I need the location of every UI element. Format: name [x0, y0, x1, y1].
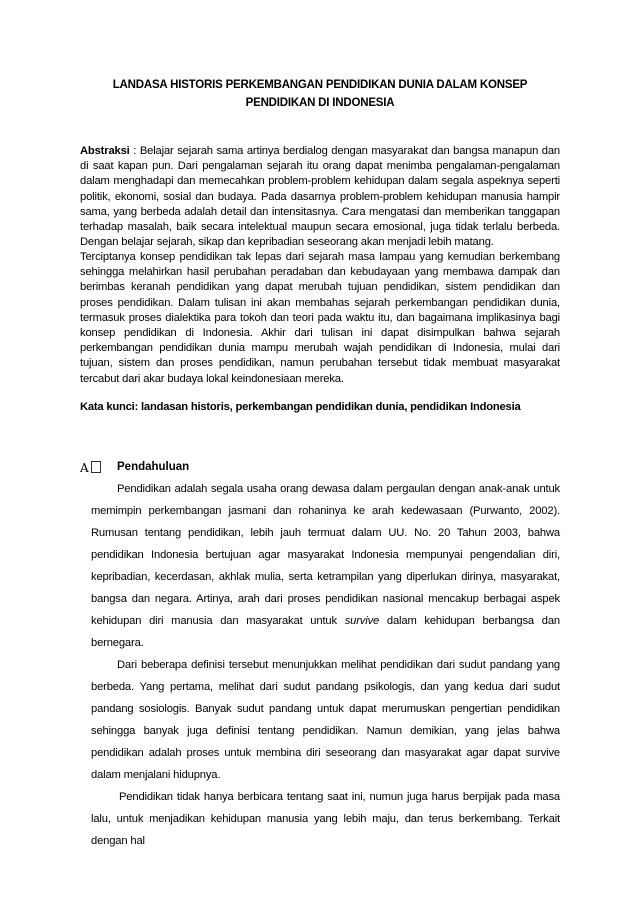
keywords: Kata kunci: landasan historis, perkembangan pendidikan dunia, pendidikan Indonesia: [80, 401, 521, 413]
body-paragraph-1: [91, 478, 560, 654]
body-paragraph-3: Pendidikan tidak hanya berbicara tentang saat ini, numun juga harus berpijak pada masa lalu, untuk menjadikan kehidupan manusia yang lebih maju, dan terus berkembang. Terkait dengan hal: [91, 791, 560, 847]
missing-glyph-icon: [91, 461, 101, 473]
body-paragraph-1-text: Pendidikan adalah segala usaha orang dewasa dalam pergaulan dengan anak-anak untuk memimpin perkembangan jasmani dan rohaninya ke arah kedewasaan (Purwanto, 2002). Rumusan tentang pendidikan, lebih jauh termuat dalam UU. No. 20 Tahun 2003, bahwa pendidikan Indonesia bertujuan agar masyarakat Indonesia mempunyai pengendalian diri, kepribadian, kecerdasan, akhlak mulia, serta ketrampilan yang diperlukan dirinya, masyarakat, bangsa dan negara. Artinya, arah dari proses pendidikan nasional mencakup berbagai aspek kehidupan diri manusia dan masyarakat untuk: [91, 483, 560, 627]
abstract-text-1: : Belajar sejarah sama artinya berdialog dengan masyarakat dan bangsa manapun dan di saat kapan pun. Dari pengalaman sejarah itu orang dapat menimba pengalaman-pengalaman dalam menghadapi dan memecahkan problem-problem kehidupan dalam segala aspeknya seperti politik, ekonomi, sosial dan budaya. Pada dasarnya problem-problem kehidupan manusia hampir sama, yang berbeda adalah detail dan intensitasnya. Cara mengatasi dan memberikan tanggapan terhadap masalah, baik secara intelektual maupun secara emosional, juga tidak terlalu berbeda. Dengan belajar sejarah, sikap dan kepribadian seseorang akan menjadi lebih matang.: [80, 145, 560, 249]
abstract-paragraph-1: [80, 144, 560, 250]
section-number: [80, 461, 101, 475]
section-body: [91, 478, 560, 852]
section-title: Pendahuluan: [117, 461, 190, 473]
body-paragraph-1-italic: survive: [344, 615, 380, 627]
section-letter: A: [80, 461, 89, 475]
body-paragraph-2: Dari beberapa definisi tersebut menunjukkan melihat pendidikan dari sudut pandang yang berbeda. Yang pertama, melihat dari sudut pandang psikologis, dan yang kedua dari sudut pandang sosiologis. Banyak sudut pandang untuk dapat merumuskan pengertian pendidikan sehingga banyak juga definisi tentang pendidikan. Namun demikian, yang jelas bahwa pendidikan adalah proses untuk membina diri seseorang dan masyarakat agar dapat survive dalam menjalani hidupnya.: [91, 659, 560, 781]
paper-title-line-1: LANDASA HISTORIS PERKEMBANGAN PENDIDIKAN DUNIA DALAM KONSEP: [112, 79, 528, 91]
abstract-label: Abstraksi: [80, 145, 130, 157]
abstract-text-2: Terciptanya konsep pendidikan tak lepas dari sejarah masa lampau yang kemudian berkembang sehingga melahirkan hasil perubahan peradaban dan kebudayaan yang membawa dampak dan berimbas keranah pendidikan yang dapat merubah tujuan pendidikan, sistem pendidikan dan proses pendidikan. Dalam tulisan ini akan membahas sejarah perkembangan pendidikan dunia, termasuk proses dialektika para tokoh dan teori pada waktu itu, dan bagaimana implikasinya bagi konsep pendidikan di Indonesia. Akhir dari tulisan ini dapat disimpulkan bahwa sejarah perkembangan pendidikan dunia mampu merubah wajah pendidikan di Indonesia, mulai dari tujuan, sistem dan proses pendidikan, namun perubahan tersebut tidak membuat masyarakat tercabut dari akar budaya lokal keindonesiaan mereka.: [80, 251, 560, 385]
abstract-paragraph-2: [80, 250, 560, 387]
body-paragraph-1-end: dalam kehidupan berbangsa dan bernegara.: [91, 615, 560, 649]
paper-title-line-2: PENDIDIKAN DI INDONESIA: [245, 97, 395, 109]
